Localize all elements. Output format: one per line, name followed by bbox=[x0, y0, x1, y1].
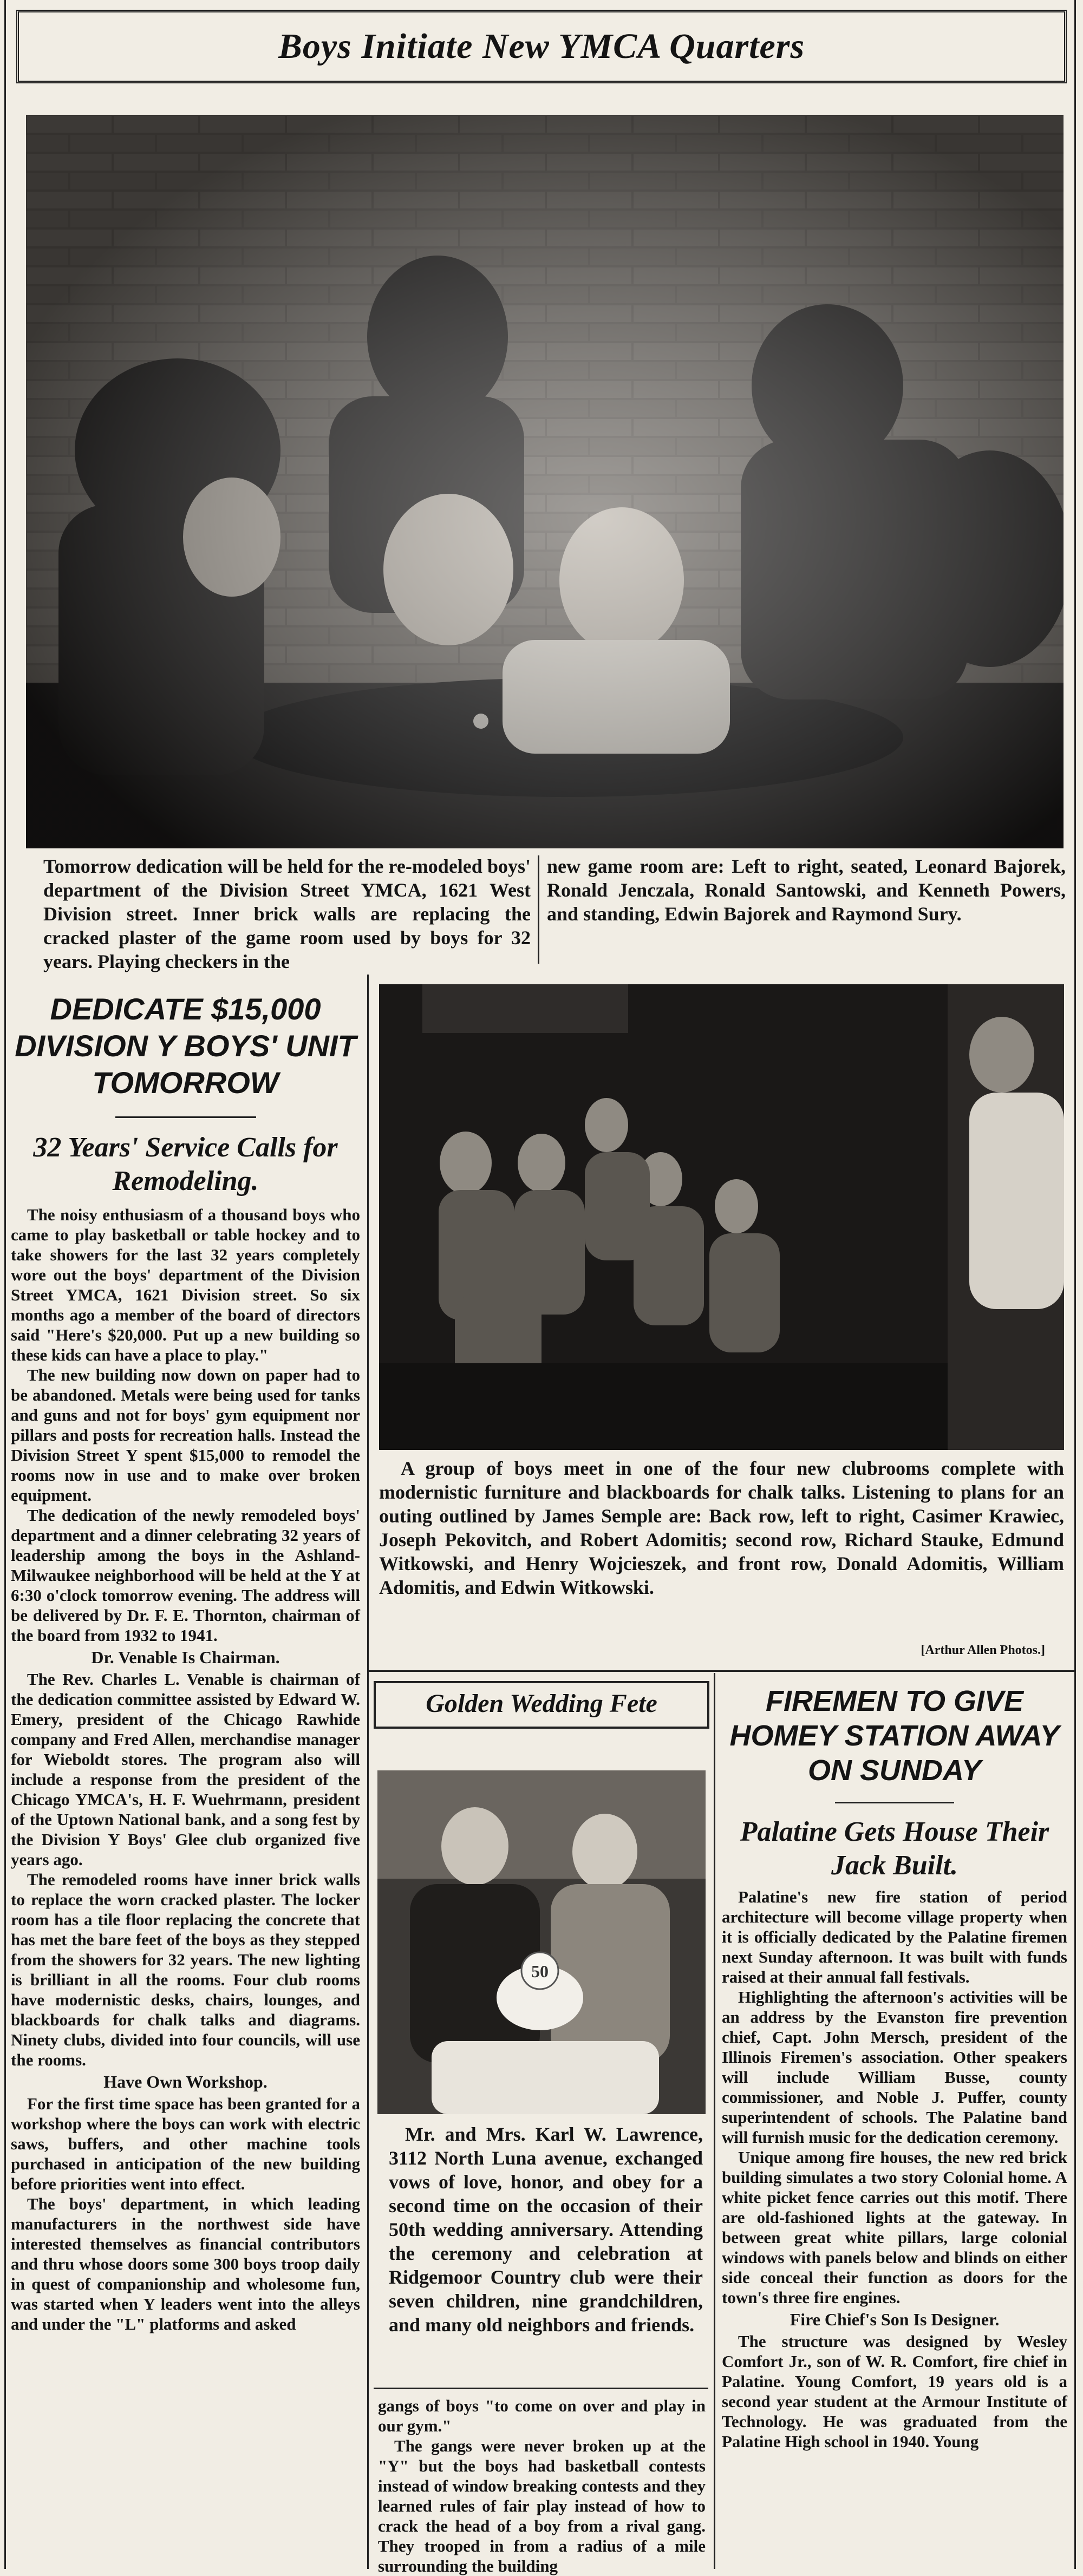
main-paragraph: For the first time space has been granted for a workshop where the boys can work with electric saws, buffers, and other machine tools purchased in anticipation of the new building before priorities went into effect. bbox=[11, 2094, 360, 2193]
firemen-story bbox=[722, 1684, 1067, 2451]
firemen-divider bbox=[835, 1802, 954, 1803]
wedding-photo bbox=[377, 1770, 706, 2114]
main-story-continuation bbox=[378, 2396, 706, 2576]
clubroom-photo bbox=[379, 984, 1064, 1450]
left-margin-rule bbox=[4, 0, 6, 2569]
firemen-subheadline: Palatine Gets House Their Jack Built. bbox=[740, 1816, 1049, 1881]
main-subheadline: 32 Years' Service Calls for Remodeling. bbox=[33, 1132, 338, 1197]
banner-headline-box bbox=[16, 10, 1067, 83]
main-subhead-workshop: Have Own Workshop. bbox=[103, 2072, 268, 2091]
banner-headline: Boys Initiate New YMCA Quarters bbox=[278, 27, 805, 66]
clubroom-caption: A group of boys meet in one of the four new clubrooms complete with modernistic furniture and blackboards for chalk talks. Listening to plans for an outing outlined by James Semple are: Back row, left to right, Casimer Krawiec, Joseph Pekovitch, and Robert Adomitis; second row, Richard Stauke, Edmund Witkowski, and Henry Wojcieszek, and front row, Donald Adomitis, William Adomitis, and Edwin Witkowski. bbox=[379, 1457, 1064, 1598]
main-paragraph: The new building now down on paper had to be abandoned. Metals were being used for tanks and guns and not for boys' gym equipment nor pillars and posts for recreation halls. Instead the Division Street Y spent $15,000 to remodel the rooms now in use and to make over broken equipment. bbox=[11, 1365, 360, 1505]
firemen-paragraph: The structure was designed by Wesley Comfort Jr., son of W. R. Comfort, fire chief in Palatine. Young Comfort, 19 years old is a second year student at the Armour Institute of Technology. He was graduated from the Palatine High school in 1940. Young bbox=[722, 2332, 1067, 2451]
firemen-subhead: Fire Chief's Son Is Designer. bbox=[790, 2310, 1000, 2329]
main-story bbox=[11, 991, 360, 2334]
firemen-paragraph: Highlighting the afternoon's activities will be an address by the Evanston fire prevention chief, Capt. John Mersch, president of the Illinois Firemen's association. Other speakers will include William Busse, county commissioner, and Noble J. Puffer, county superintendent of schools. The Palatine band will furnish music for the dedication ceremony. bbox=[722, 1987, 1067, 2147]
right-margin-rule bbox=[1074, 0, 1076, 2569]
wedding-caption: Mr. and Mrs. Karl W. Lawrence, 3112 North Luna avenue, exchanged vows of love, honor, and obey for a second time on the occasion of their 50th wedding anniversary. Attending the ceremony and celebration at Ridgemoor Country club were their seven children, nine grandchildren, and many old neighbors and friends. bbox=[389, 2123, 703, 2336]
main-paragraph: The remodeled rooms have inner brick walls to replace the worn cracked plaster. The locker room has a tile floor replacing the concrete that has met the bare feet of the boys as they stepped from the showers for 32 years. The new lighting is brilliant in all the rooms. Four club rooms have modernistic desks, chairs, lounges, and blackboards for chalk talks and diagrams. Ninety clubs, divided into four councils, will use the rooms. bbox=[11, 1870, 360, 2069]
firemen-paragraph: Palatine's new fire station of period architecture will become village property when it is officially dedicated by the Palatine firemen next Sunday afternoon. It was built with funds raised at their annual fall festivals. bbox=[722, 1887, 1067, 1986]
checkers-caption-left: Tomorrow dedication will be held for the re-modeled boys' department of the Division Street YMCA, 1621 West Division street. Inner brick walls are replacing the cracked plaster of the game room used by boys for 32 years. Playing checkers in the bbox=[43, 855, 531, 972]
headline-divider bbox=[115, 1116, 256, 1118]
main-story-body bbox=[11, 1205, 360, 2334]
main-paragraph: The dedication of the newly remodeled boys' department and a dinner celebrating 32 years of leadership among the boys in the Ashland-Milwaukee neighborhood will be held at the Y at 6:30 o'clock tomorrow evening. The address will be delivered by Dr. F. E. Thornton, chairman of the board from 1932 to 1941. bbox=[11, 1506, 360, 1645]
firemen-paragraph: Unique among fire houses, the new red brick building simulates a two story Colonial home. A white picket fence carries out this motif. There are old-fashioned lights at the gateway. In between great white pillars, large colonial windows with panels below and blinds on either side conceal their function as doors for the town's three fire engines. bbox=[722, 2148, 1067, 2307]
main-paragraph: The noisy enthusiasm of a thousand boys who came to play basketball or table hockey and to take showers for the last 32 years completely wore out the boys' department of the Division Street YMCA, 1621 Division street. So six months ago a member of the board of directors said "Here's $20,000. Put up a new building so these kids can have a place to play." bbox=[11, 1205, 360, 1364]
firemen-headline: FIREMEN TO GIVE HOMEY STATION AWAY ON SUNDAY bbox=[729, 1685, 1060, 1787]
main-subhead-venable: Dr. Venable Is Chairman. bbox=[91, 1647, 280, 1667]
right-story-column-rule bbox=[714, 1673, 715, 2569]
checkers-caption-right: new game room are: Left to right, seated, Leonard Bajorek, Ronald Jenczala, Ronald Santowski, and Kenneth Powers, and standing, Edwin Bajorek and Raymond Sury. bbox=[547, 855, 1066, 925]
main-paragraph: The gangs were never broken up at the "Y" but the boys had basketball contests instead of window breaking contests and they learned rules of fair play instead of how to crack the head of a boy from a rival gang. They trooped in from a radius of a mile surrounding the building bbox=[378, 2436, 706, 2575]
main-paragraph: The boys' department, in which leading manufacturers in the northwest side have interested themselves as financial contributors and thru whose doors some 300 boys troop daily in quest of companionship and wholesome fun, was started when Y leaders went into the alleys and under the "L" platforms and asked bbox=[11, 2194, 360, 2333]
wedding-heading: Golden Wedding Fete bbox=[374, 1681, 709, 1729]
photo-credit: [Arthur Allen Photos.] bbox=[921, 1643, 1045, 1657]
caption-column-rule bbox=[538, 855, 539, 964]
main-headline: DEDICATE $15,000 DIVISION Y BOYS' UNIT TOMORROW bbox=[15, 992, 356, 1100]
main-paragraph: The Rev. Charles L. Venable is chairman of the dedication committee assisted by Edward W. Emery, president of the Chicago Rawhide company and Fred Allen, merchandise manager for Wieboldt stores. The program also will include a response from the president of the Chicago YMCA's, H. F. Wuehrmann, president of the Uptown National bank, and a song fest by the Division Y Boys' Glee club organized five years ago. bbox=[11, 1670, 360, 1869]
main-paragraph: gangs of boys "to come on over and play in our gym." bbox=[378, 2396, 706, 2435]
cake-topper-label: 50 bbox=[531, 1962, 549, 1981]
mid-section-rule bbox=[367, 1670, 1074, 1672]
firemen-body bbox=[722, 1887, 1067, 2451]
main-story-column-rule bbox=[367, 975, 369, 2569]
checkers-photo bbox=[26, 115, 1064, 848]
continuation-rule bbox=[374, 2388, 708, 2389]
